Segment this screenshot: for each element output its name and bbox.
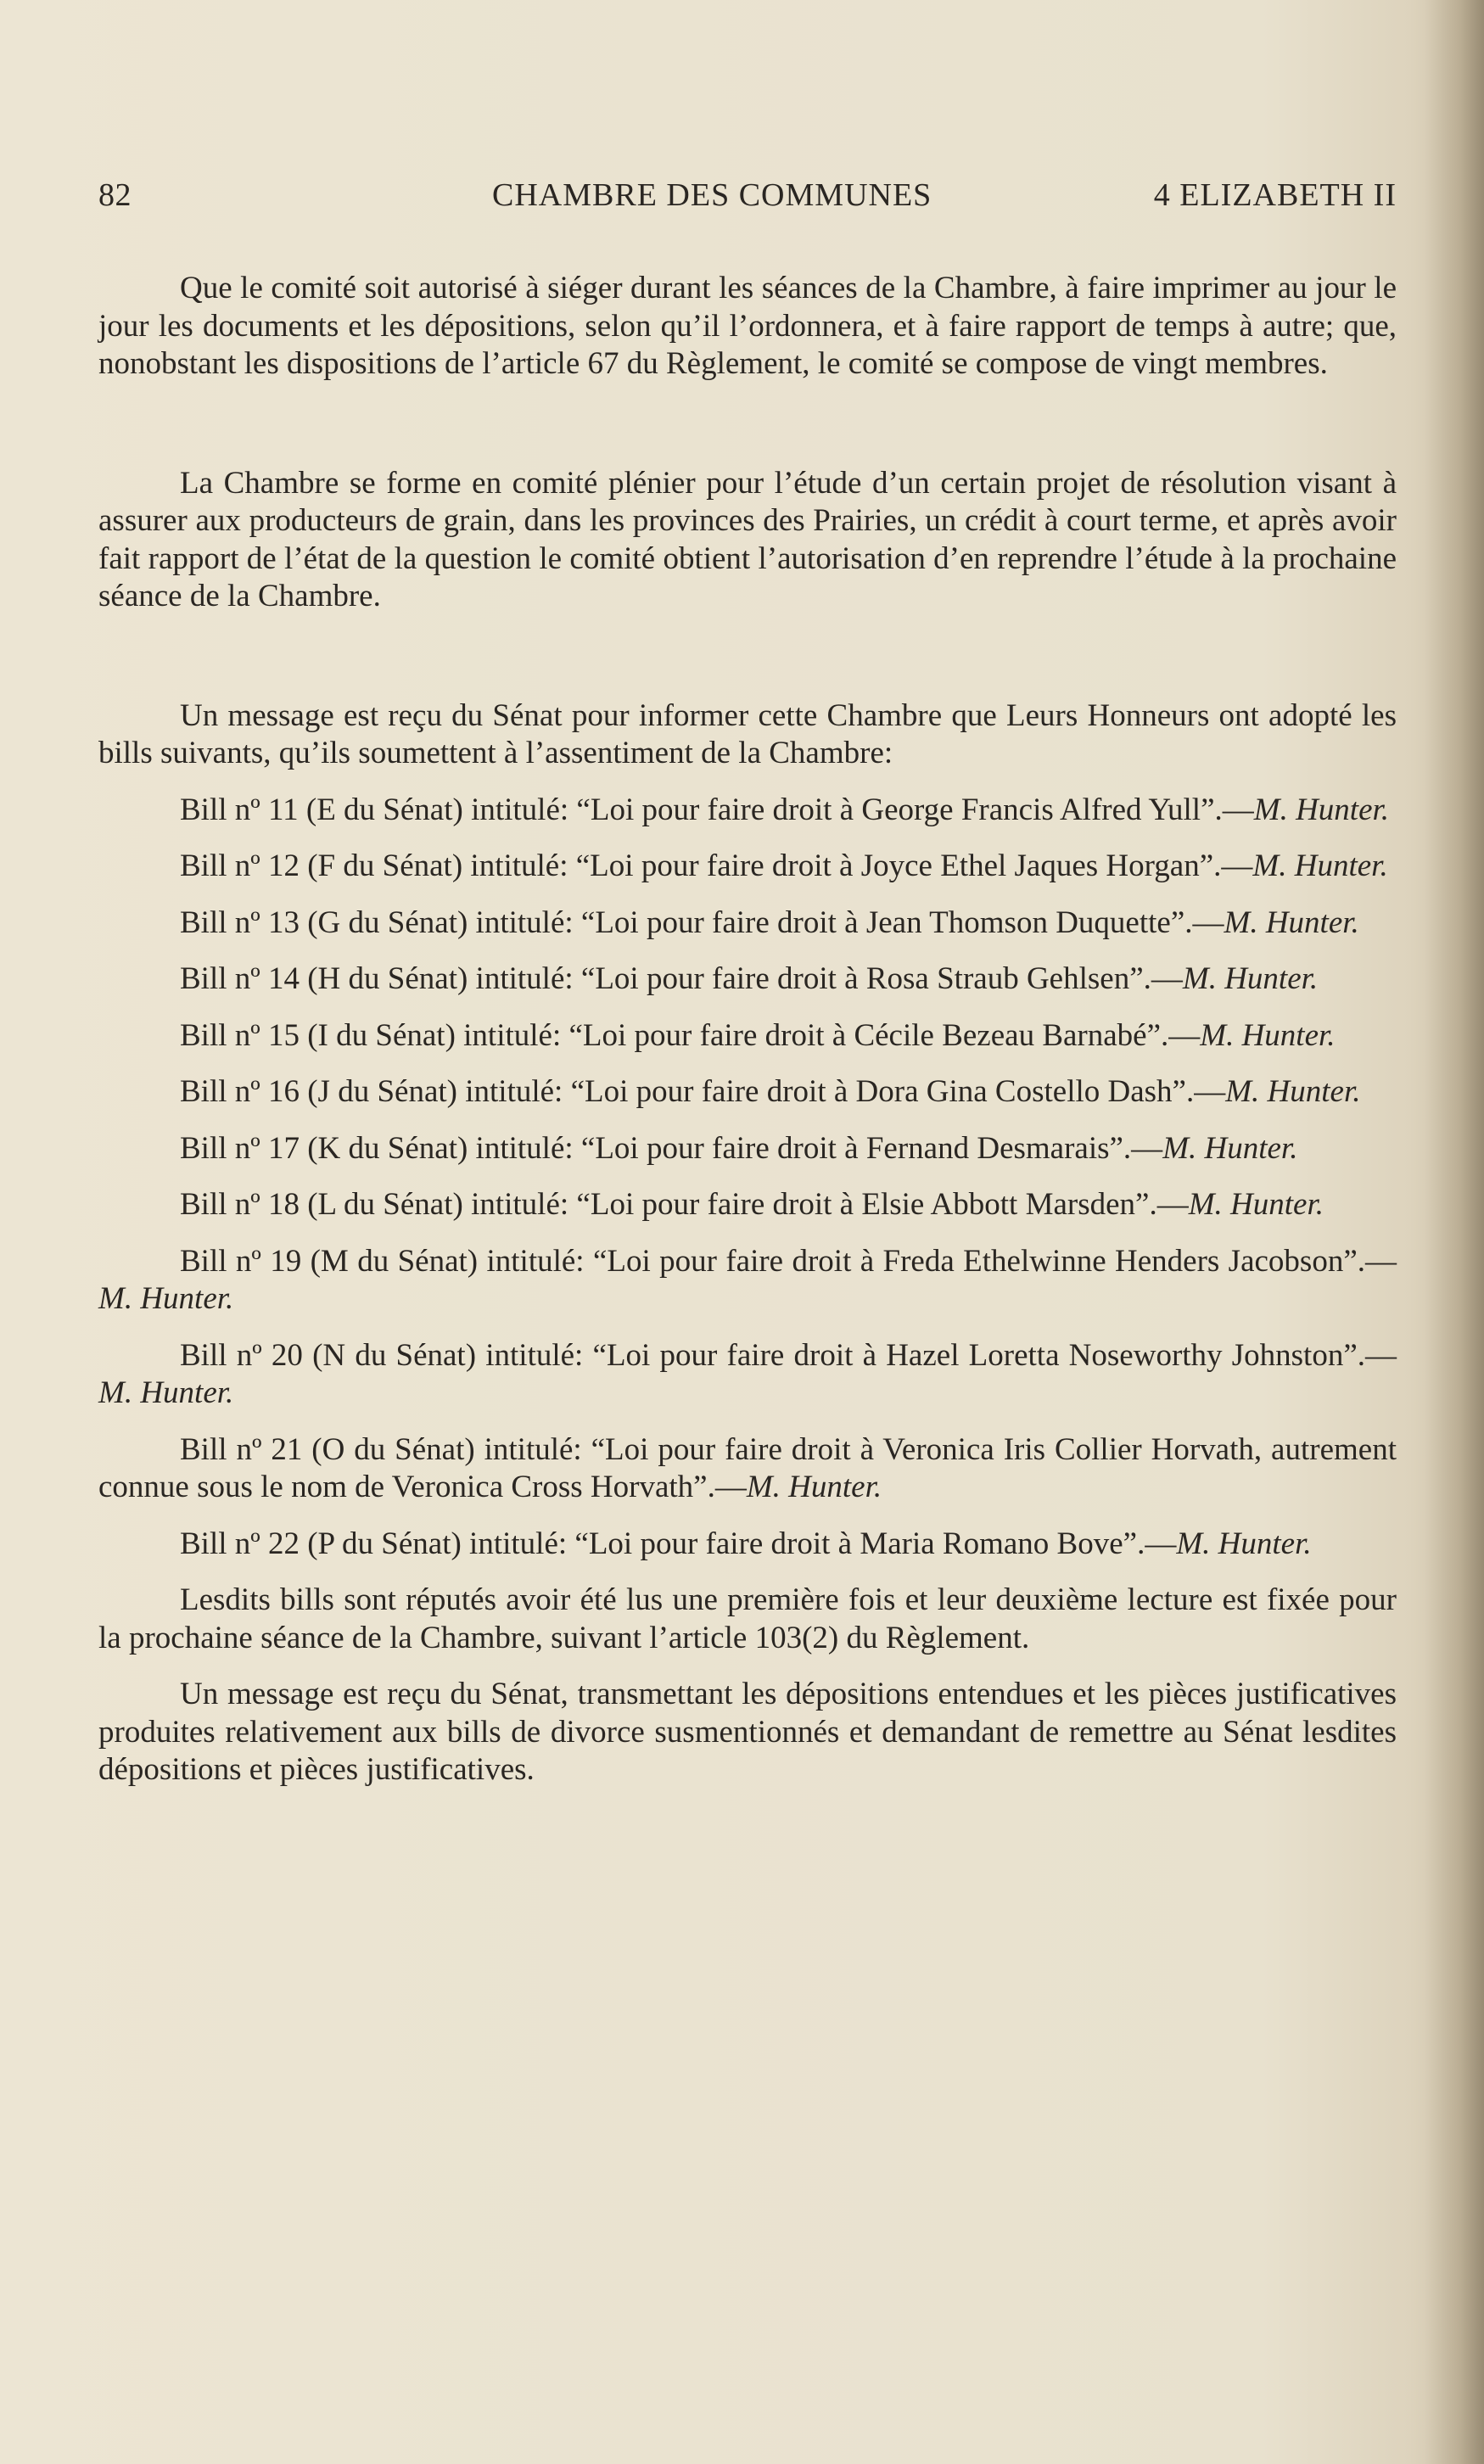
bill-item	[98, 1073, 1397, 1112]
bill-mover: M. Hunter.	[1200, 1017, 1336, 1053]
header-title: CHAMBRE DES COMMUNES	[492, 177, 932, 213]
bill-item	[98, 1431, 1397, 1507]
bill-item	[98, 960, 1397, 999]
bill-text: Bill nº 22 (P du Sénat) intitulé: “Loi pour faire droit à Maria Romano Bove”.—	[180, 1526, 1177, 1561]
bill-mover: M. Hunter.	[98, 1375, 234, 1410]
bill-item	[98, 1337, 1397, 1413]
evidence-paragraph: Un message est reçu du Sénat, transmettant les dépositions entendues et les pièces justificatives produites relativement aux bills de divorce susmentionnés et demandant de remettre au Sénat lesdites dépositions et pièces justificatives.	[98, 1677, 1397, 1787]
plenary-paragraph: La Chambre se forme en comité plénier pour l’étude d’un certain projet de résolution visant à assurer aux producteurs de grain, dans les provinces des Prairies, un crédit à court terme, et après avoir fait rapport de l’état de la question le comité obtient l’autorisation d’en reprendre l’étude à la prochaine séance de la Chambre.	[98, 465, 1397, 613]
bill-mover: M. Hunter.	[1176, 1526, 1312, 1561]
bill-mover: M. Hunter.	[1188, 1187, 1324, 1222]
bill-item	[98, 1017, 1397, 1056]
bill-item	[98, 904, 1397, 943]
senate-message-paragraph: Un message est reçu du Sénat pour informer cette Chambre que Leurs Honneurs ont adopté les bills suivants, qu’ils soumettent à l’assentiment de la Chambre:	[98, 697, 1397, 770]
bill-item	[98, 1243, 1397, 1319]
bill-item	[98, 792, 1397, 830]
bill-mover: M. Hunter.	[1252, 848, 1388, 883]
committee-paragraph: Que le comité soit autorisé à siéger durant les séances de la Chambre, à faire imprimer au jour le jour les documents et les dépositions, selon qu’il l’ordonnera, et à faire rapport de temps à autre; que, nonobstant les dispositions de l’article 67 du Règlement, le comité se compose de vingt membres.	[98, 271, 1397, 381]
bill-mover: M. Hunter.	[746, 1470, 882, 1504]
bill-mover: M. Hunter.	[1225, 1074, 1361, 1109]
first-reading-paragraph: Lesdits bills sont réputés avoir été lus une première fois et leur deuxième lecture est fixée pour la prochaine séance de la Chambre, suivant l’article 103(2) du Règlement.	[98, 1582, 1397, 1655]
bill-text: Bill nº 17 (K du Sénat) intitulé: “Loi pour faire droit à Fernand Desmarais”.—	[180, 1130, 1163, 1166]
bill-mover: M. Hunter.	[1182, 961, 1319, 996]
bill-text: Bill nº 16 (J du Sénat) intitulé: “Loi pour faire droit à Dora Gina Costello Dash”.—	[180, 1074, 1226, 1109]
bill-text: Bill nº 19 (M du Sénat) intitulé: “Loi pour faire droit à Freda Ethelwinne Henders Jacobson”.—	[180, 1243, 1397, 1279]
page-number: 82	[98, 177, 132, 213]
bill-text: Bill nº 12 (F du Sénat) intitulé: “Loi pour faire droit à Joyce Ethel Jaques Horgan”.—	[180, 848, 1253, 883]
regnal-year: 4 ELIZABETH II	[1153, 177, 1397, 213]
bill-text: Bill nº 20 (N du Sénat) intitulé: “Loi pour faire droit à Hazel Loretta Noseworthy Johnston”.—	[180, 1337, 1397, 1373]
bill-item	[98, 1186, 1397, 1224]
bill-item	[98, 1130, 1397, 1168]
bill-text: Bill nº 21 (O du Sénat) intitulé: “Loi pour faire droit à Veronica Iris Collier Horvath, autrement connue sous le nom de Veronica Cross Horvath”.—	[98, 1431, 1397, 1504]
bill-item	[98, 848, 1397, 886]
journal-body	[98, 270, 1397, 1789]
running-header	[98, 176, 1397, 219]
bill-mover: M. Hunter.	[1162, 1130, 1298, 1166]
bill-text: Bill nº 14 (H du Sénat) intitulé: “Loi pour faire droit à Rosa Straub Gehlsen”.—	[180, 961, 1183, 996]
bill-item	[98, 1526, 1397, 1564]
bill-text: Bill nº 13 (G du Sénat) intitulé: “Loi pour faire droit à Jean Thomson Duquette”.—	[180, 904, 1224, 940]
bill-text: Bill nº 15 (I du Sénat) intitulé: “Loi pour faire droit à Cécile Bezeau Barnabé”.—	[180, 1017, 1201, 1053]
bill-mover: M. Hunter.	[1253, 792, 1390, 827]
bill-mover: M. Hunter.	[1224, 904, 1359, 940]
bill-mover: M. Hunter.	[98, 1281, 234, 1316]
bill-text: Bill nº 11 (E du Sénat) intitulé: “Loi pour faire droit à George Francis Alfred Yull”.—	[180, 792, 1254, 827]
bill-text: Bill nº 18 (L du Sénat) intitulé: “Loi pour faire droit à Elsie Abbott Marsden”.—	[180, 1187, 1189, 1222]
page-edge-shadow	[1425, 0, 1484, 2464]
